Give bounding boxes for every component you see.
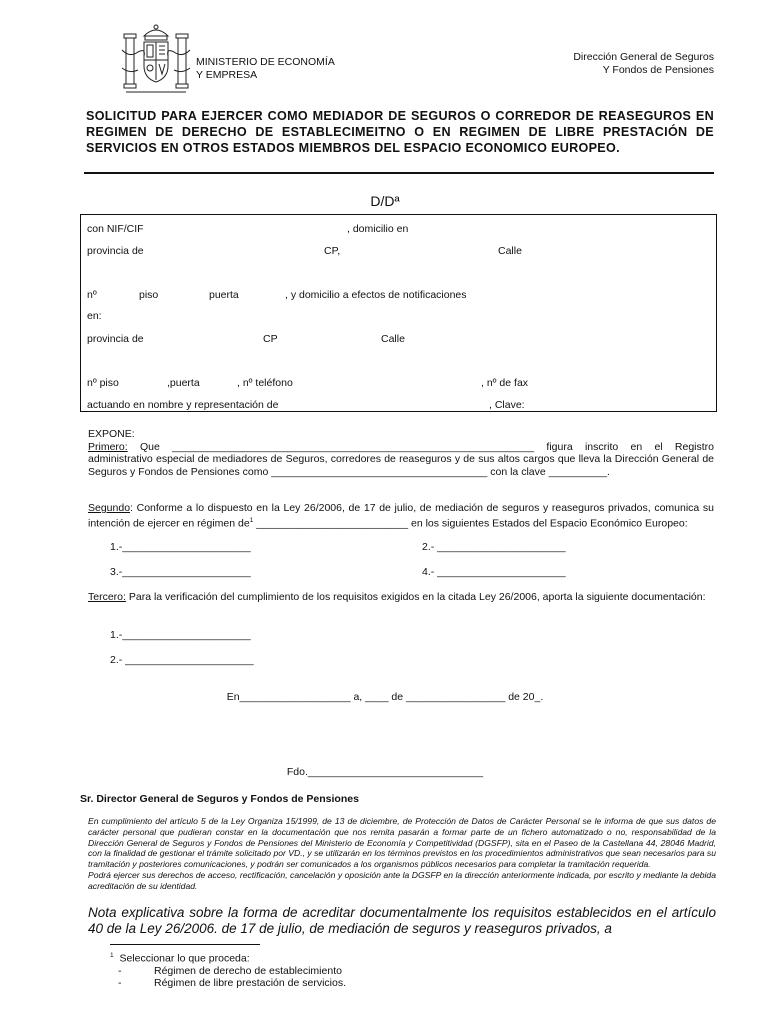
state-item-2: 2.- ______________________	[422, 541, 566, 553]
spanish-coat-of-arms-icon	[120, 22, 192, 96]
addressee: Sr. Director General de Seguros y Fondos de Pensiones	[80, 793, 359, 805]
directorate-line-2: Y Fondos de Pensiones	[602, 64, 714, 76]
primero-label: Primero:	[88, 440, 128, 453]
doc-item-1: 1.-______________________	[110, 629, 251, 641]
key-label: , Clave:	[489, 399, 525, 411]
signature-line: Fdo.______________________________	[286, 766, 484, 778]
footnote-option	[116, 965, 346, 977]
segundo-text-b: __________________________ en los siguientes Estados del Espacio Económico Europeo:	[253, 517, 688, 529]
phone-label: , nº teléfono	[237, 377, 293, 389]
state-item-4: 4.- ______________________	[422, 566, 566, 578]
notification-address-label: , y domicilio a efectos de notificaciones	[285, 289, 467, 301]
footnote-option-text: Régimen de derecho de establecimiento	[154, 964, 342, 977]
directorate-line-1: Dirección General de Seguros	[573, 51, 714, 63]
footnote	[110, 950, 346, 989]
notification-province-label: provincia de	[87, 333, 144, 345]
expone-heading: EXPONE:	[88, 428, 135, 440]
document-title: SOLICITUD PARA EJERCER COMO MEDIADOR DE SEGUROS O CORREDOR DE REASEGUROS EN REGIMEN DE DERECHO DE ESTABLECIMEITNO O EN REGIMEN DE LIBRE PRESTACIÓN DE SERVICIOS EN OTROS ESTADOS MIEMBROS DEL ESPACIO ECONOMICO EUROPEO.	[86, 109, 714, 155]
segundo-text-a: : Conforme a lo dispuesto en la Ley 26/2006, de 17 de julio, de mediación de seguros y reaseguros privados, comunica su intención de ejercer en régimen de	[88, 502, 714, 529]
state-item-1: 1.-______________________	[110, 541, 251, 553]
tercero-text: Para la verificación del cumplimiento de los requisitos exigidos en la citada Ley 26/2006, aporta la siguiente documentación:	[125, 591, 706, 603]
ministry-line-2: Y EMPRESA	[196, 69, 258, 81]
notification-door-label: ,puerta	[167, 377, 200, 389]
segundo-section	[88, 502, 714, 530]
nif-label: con NIF/CIF	[87, 223, 144, 235]
postcode-label: CP,	[324, 245, 341, 257]
footnote-ref: 1	[249, 516, 254, 524]
footnote-option-text: Régimen de libre prestación de servicios.	[154, 976, 347, 989]
notification-postcode-label: CP	[263, 333, 278, 345]
doc-item-2: 2.- ______________________	[110, 654, 254, 666]
privacy-notice	[88, 816, 716, 892]
privacy-paragraph-1: En cumplimiento del artículo 5 de la Ley Organiza 15/1999, de 13 de diciembre, de Protección de Datos de Carácter Personal se le informa de que sus datos de carácter personal que pudieran constar en la documentación que nos remita pasarán a formar parte de un fichero automatizado o no, responsabilidad de la Dirección General de Seguros y Fondos de Pensiones del Ministerio de Economía y Competitividad (DGSFP), sita en el Paseo de la Castellana 44, 28046 Madrid, con la finalidad de gestionar el trámite solicitado por VD., y se utilizarán en los términos previstos en los procedimientos administrativos que sean necesarios para su tramitación y posteriores comunicaciones, y podrán ser comunicados a los organismos públicos necesarios para completar la tramitación requerida.	[88, 816, 716, 870]
footnote-divider	[110, 944, 260, 945]
tercero-label: Tercero:	[88, 591, 126, 603]
street-label: Calle	[498, 245, 522, 257]
number-floor-label: nº piso	[87, 377, 119, 389]
province-label: provincia de	[87, 245, 144, 257]
explanatory-note: Nota explicativa sobre la forma de acreditar documentalmente los requisitos establecidos en el artículo 40 de la Ley 26/2006. de 17 de julio, de mediación de seguros y reaseguros privados, a	[88, 905, 716, 936]
directorate-name	[573, 51, 714, 77]
ministry-name	[196, 56, 335, 82]
ministry-line-1: MINISTERIO DE ECONOMÍA	[196, 56, 335, 68]
applicant-heading: D/Dª	[370, 193, 400, 209]
primero-text: Que ______________________________________________________________ figura inscrito en el Registro administrativo especial de mediadores de Seguros, corredores de reaseguros y de sus altos cargos que lleva la Dirección General de Seguros y Fondos de Pensiones como _____________________________________ con la clave __________.	[88, 440, 714, 478]
in-label: en:	[87, 310, 102, 322]
segundo-label: Segundo	[88, 502, 131, 514]
place-date-line: En___________________ a, ____ de _________________ de 20_.	[226, 691, 544, 703]
notification-street-label: Calle	[381, 333, 405, 345]
applicant-data-box	[80, 214, 717, 412]
number-label: nº	[87, 289, 97, 301]
domicile-label: , domicilio en	[347, 223, 409, 235]
door-label: puerta	[209, 289, 239, 301]
title-divider	[84, 172, 714, 174]
tercero-section	[88, 591, 714, 604]
footnote-number: 1	[110, 952, 114, 959]
state-item-3: 3.-______________________	[110, 566, 251, 578]
fax-label: , nº de fax	[481, 377, 529, 389]
footnote-text: Seleccionar lo que proceda:	[119, 952, 250, 965]
representation-label: actuando en nombre y representación de	[87, 399, 279, 411]
floor-label: piso	[139, 289, 159, 301]
expone-section	[88, 428, 714, 478]
privacy-paragraph-2: Podrá ejercer sus derechos de acceso, rectificación, cancelación y oposición ante la DGSFP en la dirección anteriormente indicada, por escrito y mediante la debida acreditación de su identidad.	[88, 869, 716, 891]
footnote-option	[116, 977, 346, 989]
